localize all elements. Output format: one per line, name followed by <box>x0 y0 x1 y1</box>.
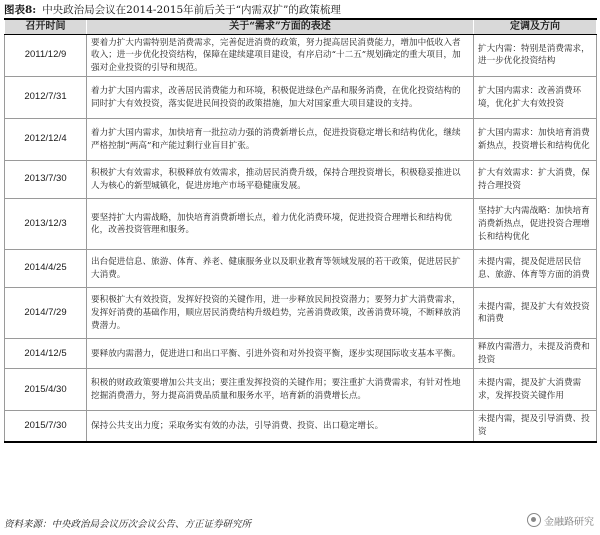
table-row <box>5 34 597 77</box>
row-direction: 未提内需，提及引导消费、投资 <box>474 411 597 442</box>
table-row <box>5 288 597 339</box>
row-direction: 扩大有效需求：扩大消费，保持合理投资 <box>474 161 597 199</box>
row-statement: 积极扩大有效需求，积极释放有效需求，推动居民消费升级，保持合理投资增长，积极稳妥推进以人为核心的新型城镇化，促进房地产市场平稳健康发展。 <box>87 161 474 199</box>
row-date: 2012/7/31 <box>5 77 87 119</box>
row-statement: 着力扩大国内需求，加快培育一批拉动力强的消费新增长点，促进投资稳定增长和结构优化，继续严格控制“两高”和产能过剩行业盲目扩张。 <box>87 119 474 161</box>
row-date: 2013/7/30 <box>5 161 87 199</box>
row-direction: 扩大内需：特别是消费需求，进一步优化投资结构 <box>474 34 597 77</box>
row-direction: 释放内需潜力，未提及消费和投资 <box>474 339 597 369</box>
row-direction: 未提内需，提及扩大消费需求，发挥投资关键作用 <box>474 369 597 411</box>
row-statement: 要着力扩大内需特别是消费需求，完善促进消费的政策，努力提高居民消费能力，增加中低收入者收入；进一步优化投资结构，保障在建续建项目建设，有序启动“十二五”规划确定的重大项目，加强对企业投资的引导和规范。 <box>87 34 474 77</box>
header-date: 召开时间 <box>5 19 87 34</box>
row-date: 2015/4/30 <box>5 369 87 411</box>
figure-title: 中央政治局会议在2014-2015年前后关于“内需双扩”的政策梳理 <box>42 4 341 16</box>
row-date: 2014/4/25 <box>5 250 87 288</box>
table-row <box>5 250 597 288</box>
row-statement: 要释放内需潜力，促进进口和出口平衡、引进外资和对外投资平衡，逐步实现国际收支基本平衡。 <box>87 339 474 369</box>
figure-number: 图表8: <box>4 4 37 16</box>
row-direction: 扩大国内需求：加快培育消费新热点，投资增长和结构优化 <box>474 119 597 161</box>
table-row <box>5 411 597 442</box>
row-statement: 出台促进信息、旅游、体育、养老、健康服务业以及职业教育等领域发展的若干政策，促进居民扩大消费。 <box>87 250 474 288</box>
table-row <box>5 369 597 411</box>
row-date: 2013/12/3 <box>5 199 87 250</box>
row-date: 2015/7/30 <box>5 411 87 442</box>
row-statement: 要积极扩大有效投资，发挥好投资的关键作用，进一步释放民间投资潜力；要努力扩大消费需求，发挥好消费的基础作用，顺应居民消费结构升级趋势，完善消费政策，改善消费环境，不断释放消费潜力。 <box>87 288 474 339</box>
table-row <box>5 199 597 250</box>
row-date: 2014/12/5 <box>5 339 87 369</box>
source-note: 资料来源：中央政治局会议历次会议公告、方正证券研究所 <box>4 519 252 530</box>
table-header-row <box>5 19 597 34</box>
watermark-text: 金融路研究 <box>544 516 594 528</box>
row-date: 2011/12/9 <box>5 34 87 77</box>
watermark <box>527 511 594 529</box>
row-statement: 着力扩大国内需求，改善居民消费能力和环境，积极促进绿色产品和服务消费，在优化投资结构的同时扩大有效投资，落实促进民间投资的政策措施，加大对国家重大项目建设的支持。 <box>87 77 474 119</box>
table-row <box>5 339 597 369</box>
row-direction: 扩大国内需求：改善消费环境，优化扩大有效投资 <box>474 77 597 119</box>
row-direction: 坚持扩大内需战略：加快培育消费新热点，促进投资合理增长和结构优化 <box>474 199 597 250</box>
figure-caption <box>4 2 596 18</box>
header-statement: 关于“需求”方面的表述 <box>87 19 474 34</box>
table-row <box>5 77 597 119</box>
row-direction: 未提内需，提及扩大有效投资和消费 <box>474 288 597 339</box>
row-date: 2012/12/4 <box>5 119 87 161</box>
header-direction: 定调及方向 <box>474 19 597 34</box>
table-row <box>5 161 597 199</box>
row-statement: 积极的财政政策要增加公共支出；要注重发挥投资的关键作用；要注重扩大消费需求，有针对性地挖掘消费潜力，努力提高消费品质量和服务水平，培育新的消费增长点。 <box>87 369 474 411</box>
policy-table <box>4 18 597 443</box>
row-statement: 要坚持扩大内需战略，加快培育消费新增长点，着力优化消费环境，促进投资合理增长和结构优化，改善投资管理和服务。 <box>87 199 474 250</box>
row-direction: 未提内需，提及促进居民信息、旅游、体育等方面的消费 <box>474 250 597 288</box>
row-date: 2014/7/29 <box>5 288 87 339</box>
table-row <box>5 119 597 161</box>
wechat-logo-icon <box>527 513 541 527</box>
row-statement: 保持公共支出力度；采取务实有效的办法，引导消费、投资、出口稳定增长。 <box>87 411 474 442</box>
